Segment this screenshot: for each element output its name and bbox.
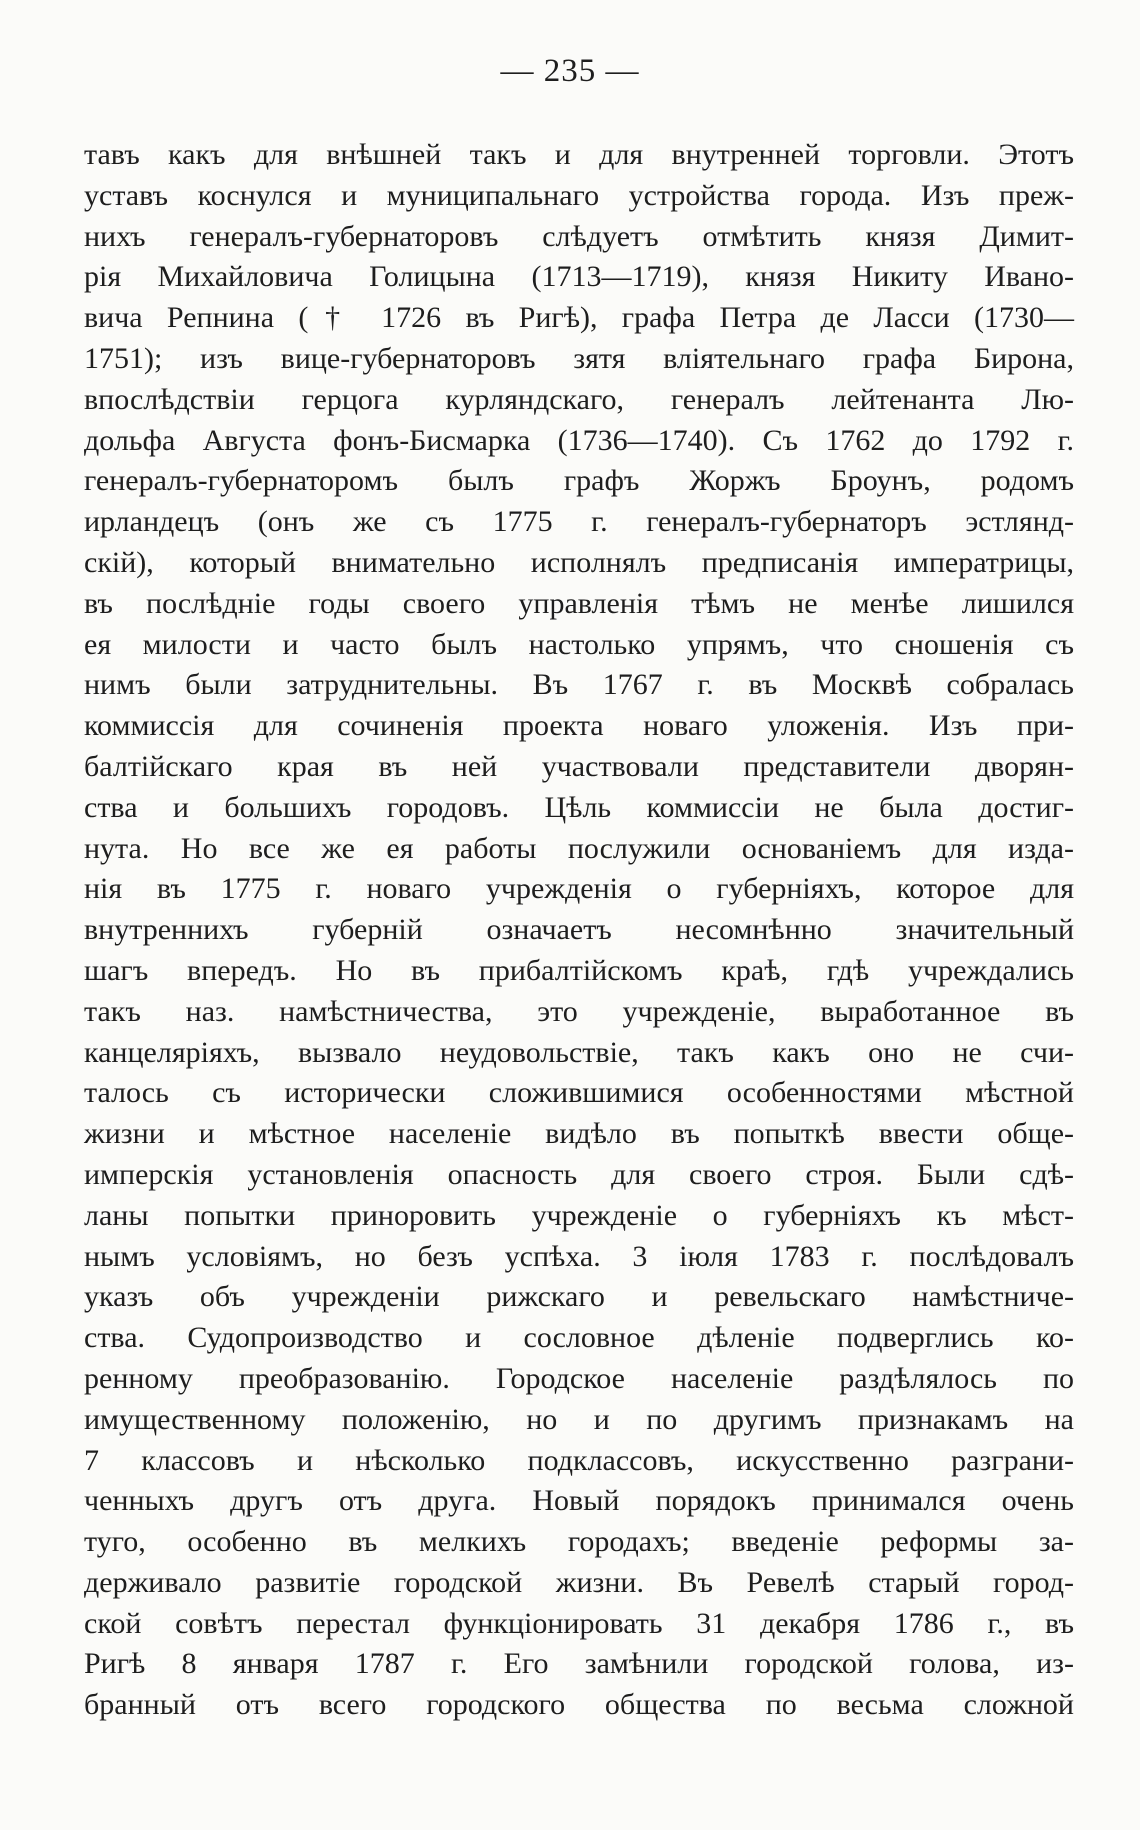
text-line: ской совѣтъ перестал функціонировать 31 декабря 1786 г., въ bbox=[84, 1606, 1074, 1640]
text-line: нимъ были затруднительны. Въ 1767 г. въ Москвѣ собралась bbox=[84, 668, 1074, 702]
text-line: держивало развитіе городской жизни. Въ Ревелѣ старый город- bbox=[84, 1565, 1074, 1599]
text-line: дольфа Августа фонъ-Бисмарка (1736—1740). Съ 1762 до 1792 г. bbox=[84, 423, 1074, 457]
text-line: ея милости и часто былъ настолько упрямъ, что сношенія съ bbox=[84, 627, 1074, 661]
text-line: канцеляріяхъ, вызвало неудовольствіе, такъ какъ оно не счи- bbox=[84, 1035, 1074, 1069]
text-line: уставъ коснулся и муниципальнаго устройства города. Изъ преж- bbox=[84, 178, 1074, 212]
text-line: указъ объ учрежденіи рижскаго и ревельскаго намѣстниче- bbox=[84, 1280, 1074, 1314]
text-line: имперскія установленія опасность для своего строя. Были сдѣ- bbox=[84, 1157, 1074, 1191]
text-line: ланы попытки приноровить учрежденіе о губерніяхъ къ мѣст- bbox=[84, 1198, 1074, 1232]
text-line: нута. Но все же ея работы послужили основаніемъ для изда- bbox=[84, 831, 1074, 865]
text-line: 7 классовъ и нѣсколько подклассовъ, искусственно разграни- bbox=[84, 1443, 1074, 1477]
text-line: бранный отъ всего городского общества по весьма сложной bbox=[84, 1688, 1074, 1722]
text-line: генералъ-губернаторомъ былъ графъ Жоржъ Броунъ, родомъ bbox=[84, 464, 1074, 498]
text-line: въ послѣдніе годы своего управленія тѣмъ не менѣе лишился bbox=[84, 586, 1074, 620]
text-line: ренному преобразованію. Городское населеніе раздѣлялось по bbox=[84, 1361, 1074, 1395]
text-line: талось съ исторически сложившимися особенностями мѣстной bbox=[84, 1076, 1074, 1110]
text-line: вича Репнина († 1726 въ Ригѣ), графа Петра де Ласси (1730— bbox=[84, 301, 1074, 335]
text-line: скій), который внимательно исполнялъ предписанія императрицы, bbox=[84, 545, 1074, 579]
text-line: впослѣдствіи герцога курляндскаго, генералъ лейтенанта Лю- bbox=[84, 382, 1074, 416]
text-line: ства. Судопроизводство и сословное дѣленіе подверглись ко- bbox=[84, 1321, 1074, 1355]
text-line: балтійскаго края въ ней участвовали представители дворян- bbox=[84, 749, 1074, 783]
text-line: коммиссія для сочиненія проекта новаго уложенія. Изъ при- bbox=[84, 709, 1074, 743]
text-line: имущественному положенію, но и по другимъ признакамъ на bbox=[84, 1402, 1074, 1436]
page-number: — 235 — bbox=[500, 53, 640, 89]
text-line: внутреннихъ губерній означаетъ несомнѣнно значительный bbox=[84, 913, 1074, 947]
text-line: ченныхъ другъ отъ друга. Новый порядокъ принимался очень bbox=[84, 1484, 1074, 1518]
text-line: такъ наз. намѣстничества, это учрежденіе, выработанное въ bbox=[84, 994, 1074, 1028]
text-line: туго, особенно въ мелкихъ городахъ; введеніе реформы за- bbox=[84, 1525, 1074, 1559]
text-line: 1751); изъ вице-губернаторовъ зятя вліятельнаго графа Бирона, bbox=[84, 341, 1074, 375]
text-line: нихъ генералъ-губернаторовъ слѣдуетъ отмѣтить князя Димит- bbox=[84, 219, 1074, 253]
text-line: рія Михайловича Голицына (1713—1719), князя Никиту Ивано- bbox=[84, 260, 1074, 294]
text-line: Ригѣ 8 января 1787 г. Его замѣнили городской голова, из- bbox=[84, 1647, 1074, 1681]
text-line: ства и большихъ городовъ. Цѣль коммиссіи не была достиг- bbox=[84, 790, 1074, 824]
text-line: нымъ условіямъ, но безъ успѣха. 3 іюля 1783 г. послѣдовалъ bbox=[84, 1239, 1074, 1273]
text-line: нія въ 1775 г. новаго учрежденія о губерніяхъ, которое для bbox=[84, 872, 1074, 906]
text-line: шагъ впередъ. Но въ прибалтійскомъ краѣ, гдѣ учреждались bbox=[84, 953, 1074, 987]
text-line: тавъ какъ для внѣшней такъ и для внутренней торговли. Этотъ bbox=[84, 138, 1074, 171]
body-text bbox=[84, 135, 1074, 1726]
text-line: жизни и мѣстное населеніе видѣло въ попыткѣ ввести обще- bbox=[84, 1117, 1074, 1151]
text-line: ирландецъ (онъ же съ 1775 г. генералъ-губернаторъ эстлянд- bbox=[84, 505, 1074, 539]
